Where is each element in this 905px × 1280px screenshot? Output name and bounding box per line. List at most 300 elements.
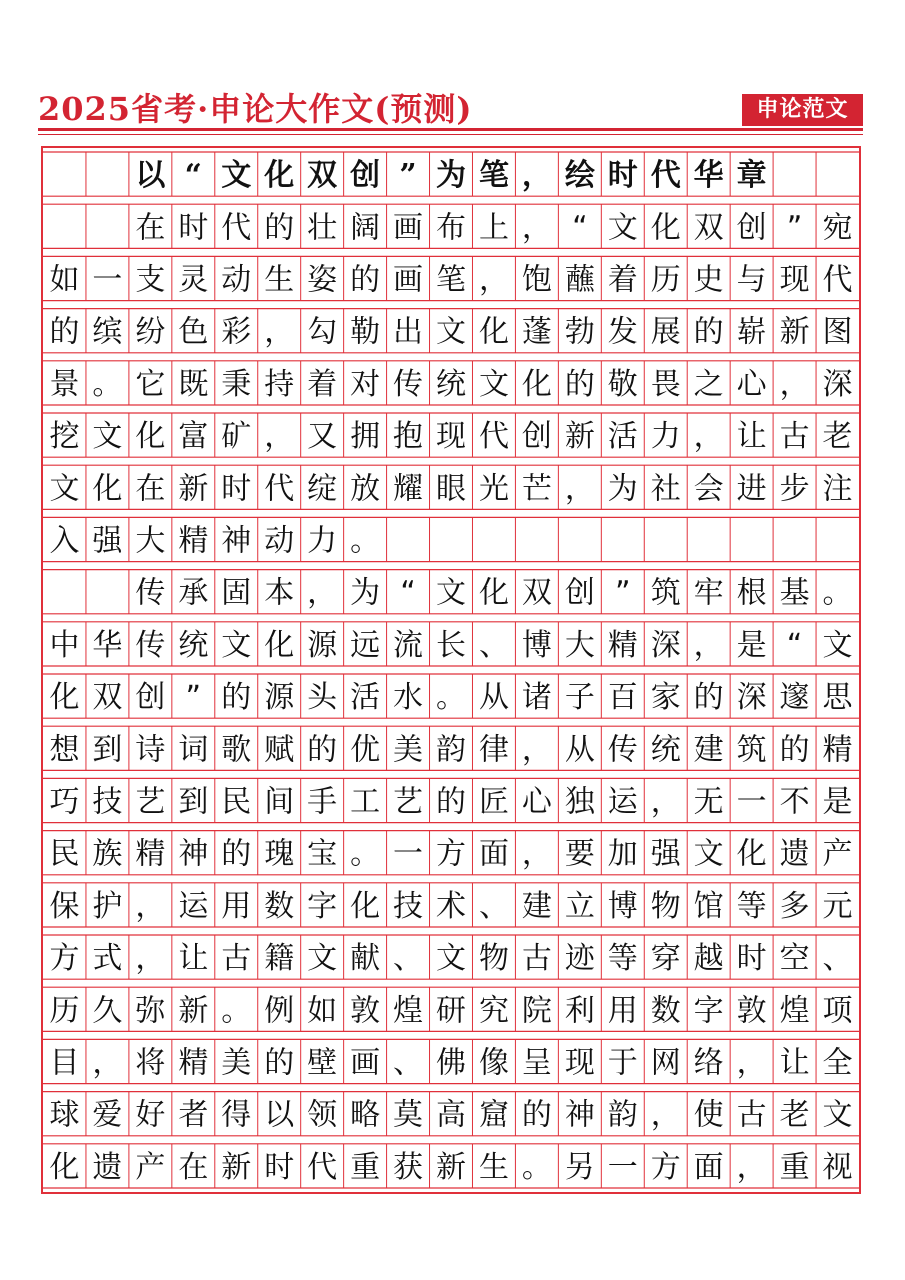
essay-row bbox=[43, 778, 859, 822]
essay-char: 瑰 bbox=[264, 836, 295, 872]
essay-char: ， bbox=[521, 836, 552, 872]
essay-char: 多 bbox=[779, 888, 810, 924]
essay-char: 项 bbox=[822, 993, 853, 1029]
essay-char: 精 bbox=[135, 836, 166, 872]
essay-char: 久 bbox=[92, 993, 123, 1029]
essay-char: 博 bbox=[607, 888, 638, 924]
essay-char: 创 bbox=[135, 680, 166, 716]
page-title: 2025省考·申论大作文(预测) bbox=[38, 90, 473, 128]
essay-char: 产 bbox=[822, 836, 853, 872]
essay-char: 产 bbox=[135, 1149, 166, 1185]
essay-char: “ bbox=[572, 210, 588, 246]
essay-char: 高 bbox=[436, 1097, 466, 1133]
essay-char: 字 bbox=[307, 888, 338, 924]
essay-char: 放 bbox=[350, 471, 381, 507]
essay-char: 敬 bbox=[607, 366, 638, 402]
essay-char: 使 bbox=[693, 1097, 724, 1133]
essay-char: 运 bbox=[178, 888, 209, 924]
title-char: ， bbox=[521, 158, 552, 194]
essay-char: 中 bbox=[49, 627, 80, 663]
essay-char: 壮 bbox=[307, 210, 338, 246]
essay-char: 代 bbox=[478, 419, 509, 455]
essay-char: 创 bbox=[564, 575, 595, 611]
essay-char: 活 bbox=[607, 419, 638, 455]
essay-char: 代 bbox=[264, 471, 295, 507]
essay-char: 莫 bbox=[393, 1097, 424, 1133]
header-rule-thin bbox=[38, 134, 863, 135]
essay-char: 精 bbox=[178, 1045, 209, 1081]
essay-row bbox=[43, 309, 859, 353]
essay-char: 对 bbox=[350, 366, 381, 402]
essay-char: 会 bbox=[693, 471, 724, 507]
essay-char: ， bbox=[135, 941, 166, 977]
essay-row bbox=[43, 831, 859, 875]
essay-char: 双 bbox=[521, 575, 552, 611]
essay-char: 。 bbox=[221, 993, 252, 1029]
essay-char: 创 bbox=[521, 419, 552, 455]
essay-char: 匠 bbox=[478, 784, 509, 820]
essay-char: 的 bbox=[264, 210, 295, 246]
essay-char: 新 bbox=[564, 419, 595, 455]
essay-char: 一 bbox=[92, 262, 123, 298]
essay-char: 时 bbox=[736, 941, 767, 977]
essay-char: 护 bbox=[92, 888, 123, 924]
essay-char: “ bbox=[786, 627, 803, 663]
essay-char: 生 bbox=[264, 262, 295, 298]
essay-char: 到 bbox=[92, 732, 123, 768]
essay-char: 独 bbox=[564, 784, 595, 820]
essay-char: 崭 bbox=[736, 314, 767, 350]
essay-char: 的 bbox=[49, 314, 80, 350]
essay-char: 化 bbox=[650, 210, 681, 246]
essay-char: 无 bbox=[693, 784, 724, 820]
essay-char: 宝 bbox=[307, 836, 338, 872]
essay-char: 重 bbox=[779, 1149, 810, 1185]
essay-char: 遗 bbox=[779, 836, 810, 872]
essay-char: 献 bbox=[350, 941, 381, 977]
essay-char: 文 bbox=[436, 575, 466, 611]
essay-char: 古 bbox=[221, 941, 252, 977]
essay-char: 技 bbox=[393, 888, 424, 924]
essay-char: 像 bbox=[478, 1045, 509, 1081]
essay-char: 文 bbox=[822, 1097, 853, 1133]
essay-char: 方 bbox=[436, 836, 466, 872]
essay-char: 籍 bbox=[264, 941, 295, 977]
essay-char: 新 bbox=[436, 1149, 466, 1185]
essay-char: 文 bbox=[221, 627, 252, 663]
essay-char: 的 bbox=[779, 732, 810, 768]
essay-row bbox=[43, 413, 859, 457]
essay-char: 头 bbox=[307, 680, 338, 716]
essay-char: 化 bbox=[264, 627, 295, 663]
essay-char: 加 bbox=[607, 836, 638, 872]
essay-char: 宛 bbox=[822, 210, 853, 246]
essay-char: ” bbox=[615, 575, 631, 611]
essay-char: 新 bbox=[779, 314, 810, 350]
essay-char: 传 bbox=[607, 732, 638, 768]
essay-char: ， bbox=[478, 262, 509, 298]
essay-title-row bbox=[43, 152, 859, 196]
essay-char: 领 bbox=[307, 1097, 338, 1133]
essay-char: 、 bbox=[393, 1045, 424, 1081]
essay-char: 笔 bbox=[436, 262, 466, 298]
essay-char: 者 bbox=[178, 1097, 209, 1133]
essay-char: 它 bbox=[135, 366, 166, 402]
essay-char: 动 bbox=[221, 262, 252, 298]
essay-char: 艺 bbox=[393, 784, 424, 820]
essay-char: 长 bbox=[436, 627, 466, 663]
essay-char: 族 bbox=[92, 836, 123, 872]
essay-char: 民 bbox=[221, 784, 252, 820]
essay-char: 牢 bbox=[693, 575, 724, 611]
essay-char: 化 bbox=[350, 888, 381, 924]
essay-char: 目 bbox=[49, 1045, 80, 1081]
essay-char: 文 bbox=[307, 941, 338, 977]
essay-char: 绽 bbox=[307, 471, 338, 507]
essay-char: 从 bbox=[564, 732, 595, 768]
essay-char: 面 bbox=[478, 836, 509, 872]
essay-char: ， bbox=[693, 419, 724, 455]
essay-char: 、 bbox=[478, 888, 509, 924]
essay-char: 让 bbox=[736, 419, 767, 455]
essay-char: 诗 bbox=[135, 732, 166, 768]
essay-char: 文 bbox=[693, 836, 724, 872]
essay-char: 着 bbox=[607, 262, 638, 298]
essay-char: ” bbox=[185, 680, 202, 716]
essay-char: 到 bbox=[178, 784, 209, 820]
essay-char: 技 bbox=[92, 784, 123, 820]
essay-char: 社 bbox=[650, 471, 681, 507]
essay-char: 邃 bbox=[779, 680, 810, 716]
essay-char: 精 bbox=[822, 732, 853, 768]
essay-char: 文 bbox=[49, 471, 80, 507]
essay-char: ， bbox=[521, 210, 552, 246]
essay-char: 用 bbox=[221, 888, 252, 924]
essay-char: 爱 bbox=[92, 1097, 123, 1133]
essay-char: 如 bbox=[49, 262, 80, 298]
essay-char: 一 bbox=[607, 1149, 638, 1185]
essay-row bbox=[43, 570, 859, 614]
essay-char: 大 bbox=[564, 627, 595, 663]
essay-char: ， bbox=[736, 1045, 767, 1081]
essay-char: 呈 bbox=[521, 1045, 552, 1081]
essay-char: 华 bbox=[92, 627, 123, 663]
essay-char: 从 bbox=[478, 680, 509, 716]
essay-char: 耀 bbox=[393, 471, 424, 507]
essay-char: 传 bbox=[393, 366, 424, 402]
essay-char: 视 bbox=[822, 1149, 853, 1185]
essay-char: 家 bbox=[650, 680, 681, 716]
title-char: 以 bbox=[135, 158, 166, 194]
essay-char: 例 bbox=[264, 993, 295, 1029]
essay-char: 化 bbox=[135, 419, 166, 455]
essay-char: 代 bbox=[822, 262, 853, 298]
essay-char: 韵 bbox=[607, 1097, 638, 1133]
essay-char: 大 bbox=[135, 523, 166, 559]
essay-char: 不 bbox=[779, 784, 810, 820]
essay-char: 优 bbox=[350, 732, 381, 768]
essay-char: 究 bbox=[478, 993, 509, 1029]
essay-char: 双 bbox=[92, 680, 123, 716]
essay-char: 等 bbox=[607, 941, 638, 977]
essay-char: 如 bbox=[307, 993, 338, 1029]
essay-char: 全 bbox=[822, 1045, 853, 1081]
essay-char: 网 bbox=[650, 1045, 681, 1081]
essay-grid-paper bbox=[41, 146, 861, 1194]
essay-char: 上 bbox=[478, 210, 509, 246]
essay-char: 源 bbox=[307, 627, 338, 663]
essay-char: 化 bbox=[49, 680, 80, 716]
essay-char: ， bbox=[650, 784, 681, 820]
essay-char: 律 bbox=[478, 732, 509, 768]
essay-char: 现 bbox=[779, 262, 810, 298]
essay-char: 是 bbox=[736, 627, 767, 663]
essay-char: ， bbox=[307, 575, 338, 611]
essay-char: 面 bbox=[693, 1149, 724, 1185]
essay-char: 代 bbox=[221, 210, 252, 246]
essay-char: 勃 bbox=[564, 314, 595, 350]
essay-char: 方 bbox=[650, 1149, 681, 1185]
essay-char: 画 bbox=[393, 262, 424, 298]
essay-char: 本 bbox=[264, 575, 295, 611]
essay-char: 一 bbox=[393, 836, 424, 872]
essay-char: 方 bbox=[49, 941, 80, 977]
essay-char: ， bbox=[693, 627, 724, 663]
essay-char: 的 bbox=[693, 680, 724, 716]
essay-char: 建 bbox=[693, 732, 724, 768]
essay-char: 新 bbox=[221, 1149, 252, 1185]
essay-char: 基 bbox=[779, 575, 810, 611]
essay-char: 强 bbox=[650, 836, 681, 872]
title-char: 时 bbox=[607, 158, 638, 194]
category-badge: 申论范文 bbox=[742, 94, 863, 126]
essay-char: 的 bbox=[221, 680, 252, 716]
essay-char: 美 bbox=[393, 732, 424, 768]
essay-char: 佛 bbox=[436, 1045, 466, 1081]
essay-char: 、 bbox=[393, 941, 424, 977]
essay-row bbox=[43, 361, 859, 405]
essay-char: “ bbox=[400, 575, 416, 611]
essay-char: 将 bbox=[135, 1045, 166, 1081]
title-char: 创 bbox=[350, 158, 381, 194]
essay-char: 研 bbox=[436, 993, 466, 1029]
essay-row bbox=[43, 1092, 859, 1136]
essay-char: 精 bbox=[178, 523, 209, 559]
essay-char: 古 bbox=[779, 419, 810, 455]
essay-char: 饱 bbox=[521, 262, 552, 298]
essay-char: 新 bbox=[178, 471, 209, 507]
essay-char: 数 bbox=[264, 888, 295, 924]
essay-char: 精 bbox=[607, 627, 638, 663]
essay-char: 的 bbox=[307, 732, 338, 768]
title-char: ” bbox=[399, 158, 417, 194]
essay-char: 统 bbox=[650, 732, 681, 768]
essay-char: 馆 bbox=[693, 888, 724, 924]
essay-row bbox=[43, 883, 859, 927]
essay-char: 统 bbox=[436, 366, 466, 402]
essay-char: 建 bbox=[521, 888, 552, 924]
essay-char: 迹 bbox=[564, 941, 595, 977]
essay-char: 。 bbox=[92, 366, 123, 402]
essay-char: 流 bbox=[393, 627, 424, 663]
essay-char: 文 bbox=[607, 210, 638, 246]
essay-row bbox=[43, 1144, 859, 1188]
essay-char: 略 bbox=[350, 1097, 381, 1133]
essay-row bbox=[43, 256, 859, 300]
essay-char: 美 bbox=[221, 1045, 252, 1081]
essay-row bbox=[43, 1039, 859, 1083]
essay-char: 一 bbox=[736, 784, 767, 820]
essay-char: 灵 bbox=[178, 262, 209, 298]
essay-char: 深 bbox=[650, 627, 681, 663]
essay-char: 蓬 bbox=[521, 314, 552, 350]
essay-char: 的 bbox=[221, 836, 252, 872]
essay-row bbox=[43, 622, 859, 666]
essay-char: 创 bbox=[736, 210, 767, 246]
essay-char: 是 bbox=[822, 784, 853, 820]
essay-char: 重 bbox=[350, 1149, 381, 1185]
essay-char: 得 bbox=[221, 1097, 252, 1133]
essay-char: 现 bbox=[564, 1045, 595, 1081]
essay-char: 力 bbox=[307, 523, 338, 559]
essay-char: 赋 bbox=[264, 732, 295, 768]
essay-char: 与 bbox=[736, 262, 767, 298]
essay-char: 时 bbox=[178, 210, 209, 246]
essay-char: 远 bbox=[350, 627, 381, 663]
page-header bbox=[0, 0, 905, 140]
essay-char: 韵 bbox=[436, 732, 466, 768]
essay-char: 源 bbox=[264, 680, 295, 716]
essay-char: 缤 bbox=[92, 314, 123, 350]
essay-char: 为 bbox=[350, 575, 381, 611]
essay-char: 筑 bbox=[736, 732, 767, 768]
essay-char: 的 bbox=[521, 1097, 552, 1133]
essay-char: 水 bbox=[393, 680, 424, 716]
essay-grid bbox=[43, 148, 859, 1192]
essay-char: 畏 bbox=[650, 366, 681, 402]
essay-char: 强 bbox=[92, 523, 123, 559]
essay-char: 深 bbox=[822, 366, 853, 402]
essay-char: ， bbox=[736, 1149, 767, 1185]
essay-char: 秉 bbox=[221, 366, 252, 402]
essay-char: 历 bbox=[650, 262, 681, 298]
essay-char: 支 bbox=[135, 262, 166, 298]
essay-char: 发 bbox=[607, 314, 638, 350]
essay-char: 物 bbox=[650, 888, 681, 924]
essay-char: 蘸 bbox=[564, 262, 595, 298]
essay-char: 时 bbox=[264, 1149, 295, 1185]
essay-char: 的 bbox=[264, 1045, 295, 1081]
essay-char: 于 bbox=[607, 1045, 638, 1081]
essay-char: 歌 bbox=[221, 732, 252, 768]
essay-char: 煌 bbox=[779, 993, 810, 1029]
essay-char: 。 bbox=[822, 575, 853, 611]
essay-char: 传 bbox=[135, 627, 166, 663]
essay-char: 立 bbox=[564, 888, 595, 924]
essay-char: 持 bbox=[264, 366, 295, 402]
essay-char: ， bbox=[779, 366, 810, 402]
essay-char: 出 bbox=[393, 314, 424, 350]
title-char: 绘 bbox=[564, 158, 595, 194]
essay-char: 以 bbox=[264, 1097, 295, 1133]
essay-char: 古 bbox=[521, 941, 552, 977]
essay-char: 壁 bbox=[307, 1045, 338, 1081]
essay-char: 用 bbox=[607, 993, 638, 1029]
essay-char: 拥 bbox=[350, 419, 381, 455]
essay-row bbox=[43, 987, 859, 1031]
essay-char: 神 bbox=[221, 523, 252, 559]
essay-char: 神 bbox=[178, 836, 209, 872]
essay-char: 让 bbox=[178, 941, 209, 977]
essay-char: 另 bbox=[564, 1149, 595, 1185]
essay-char: 的 bbox=[693, 314, 724, 350]
essay-char: 色 bbox=[178, 314, 209, 350]
essay-char: 又 bbox=[307, 419, 338, 455]
essay-char: 注 bbox=[822, 471, 853, 507]
essay-char: 、 bbox=[822, 941, 853, 977]
essay-char: 化 bbox=[49, 1149, 80, 1185]
essay-char: 。 bbox=[350, 523, 381, 559]
essay-char: 百 bbox=[607, 680, 638, 716]
essay-row bbox=[43, 517, 859, 561]
essay-char: 承 bbox=[178, 575, 209, 611]
essay-char: 布 bbox=[436, 210, 466, 246]
essay-char: 在 bbox=[135, 471, 166, 507]
essay-char: 煌 bbox=[393, 993, 424, 1029]
essay-char: 窟 bbox=[478, 1097, 509, 1133]
essay-char: 神 bbox=[564, 1097, 595, 1133]
essay-char: 老 bbox=[822, 419, 853, 455]
essay-char: 传 bbox=[135, 575, 166, 611]
essay-char: 数 bbox=[650, 993, 681, 1029]
essay-char: 力 bbox=[650, 419, 681, 455]
essay-char: 根 bbox=[736, 575, 767, 611]
title-char: 为 bbox=[436, 158, 466, 194]
essay-char: 新 bbox=[178, 993, 209, 1029]
essay-char: 让 bbox=[779, 1045, 810, 1081]
essay-char: ， bbox=[521, 732, 552, 768]
essay-char: 既 bbox=[178, 366, 209, 402]
essay-char: 历 bbox=[49, 993, 80, 1029]
essay-char: 在 bbox=[178, 1149, 209, 1185]
essay-char: 统 bbox=[178, 627, 209, 663]
essay-row bbox=[43, 935, 859, 979]
essay-char: 代 bbox=[307, 1149, 338, 1185]
essay-char: 要 bbox=[564, 836, 595, 872]
title-char: 文 bbox=[221, 158, 252, 194]
essay-char: 景 bbox=[49, 366, 80, 402]
essay-char: 画 bbox=[350, 1045, 381, 1081]
essay-char: 遗 bbox=[92, 1149, 123, 1185]
essay-char: 子 bbox=[564, 680, 595, 716]
essay-char: 物 bbox=[478, 941, 509, 977]
essay-char: 老 bbox=[779, 1097, 810, 1133]
essay-char: 富 bbox=[178, 419, 209, 455]
essay-char: 等 bbox=[736, 888, 767, 924]
essay-char: 工 bbox=[350, 784, 381, 820]
essay-char: 化 bbox=[521, 366, 552, 402]
essay-char: 芒 bbox=[521, 471, 552, 507]
essay-char: 纷 bbox=[135, 314, 166, 350]
essay-char: 着 bbox=[307, 366, 338, 402]
essay-char: 固 bbox=[221, 575, 252, 611]
essay-char: 越 bbox=[693, 941, 724, 977]
title-char: 笔 bbox=[478, 158, 509, 194]
essay-char: 化 bbox=[92, 471, 123, 507]
essay-char: 巧 bbox=[49, 784, 80, 820]
essay-char: 光 bbox=[478, 471, 509, 507]
essay-char: ” bbox=[786, 210, 803, 246]
